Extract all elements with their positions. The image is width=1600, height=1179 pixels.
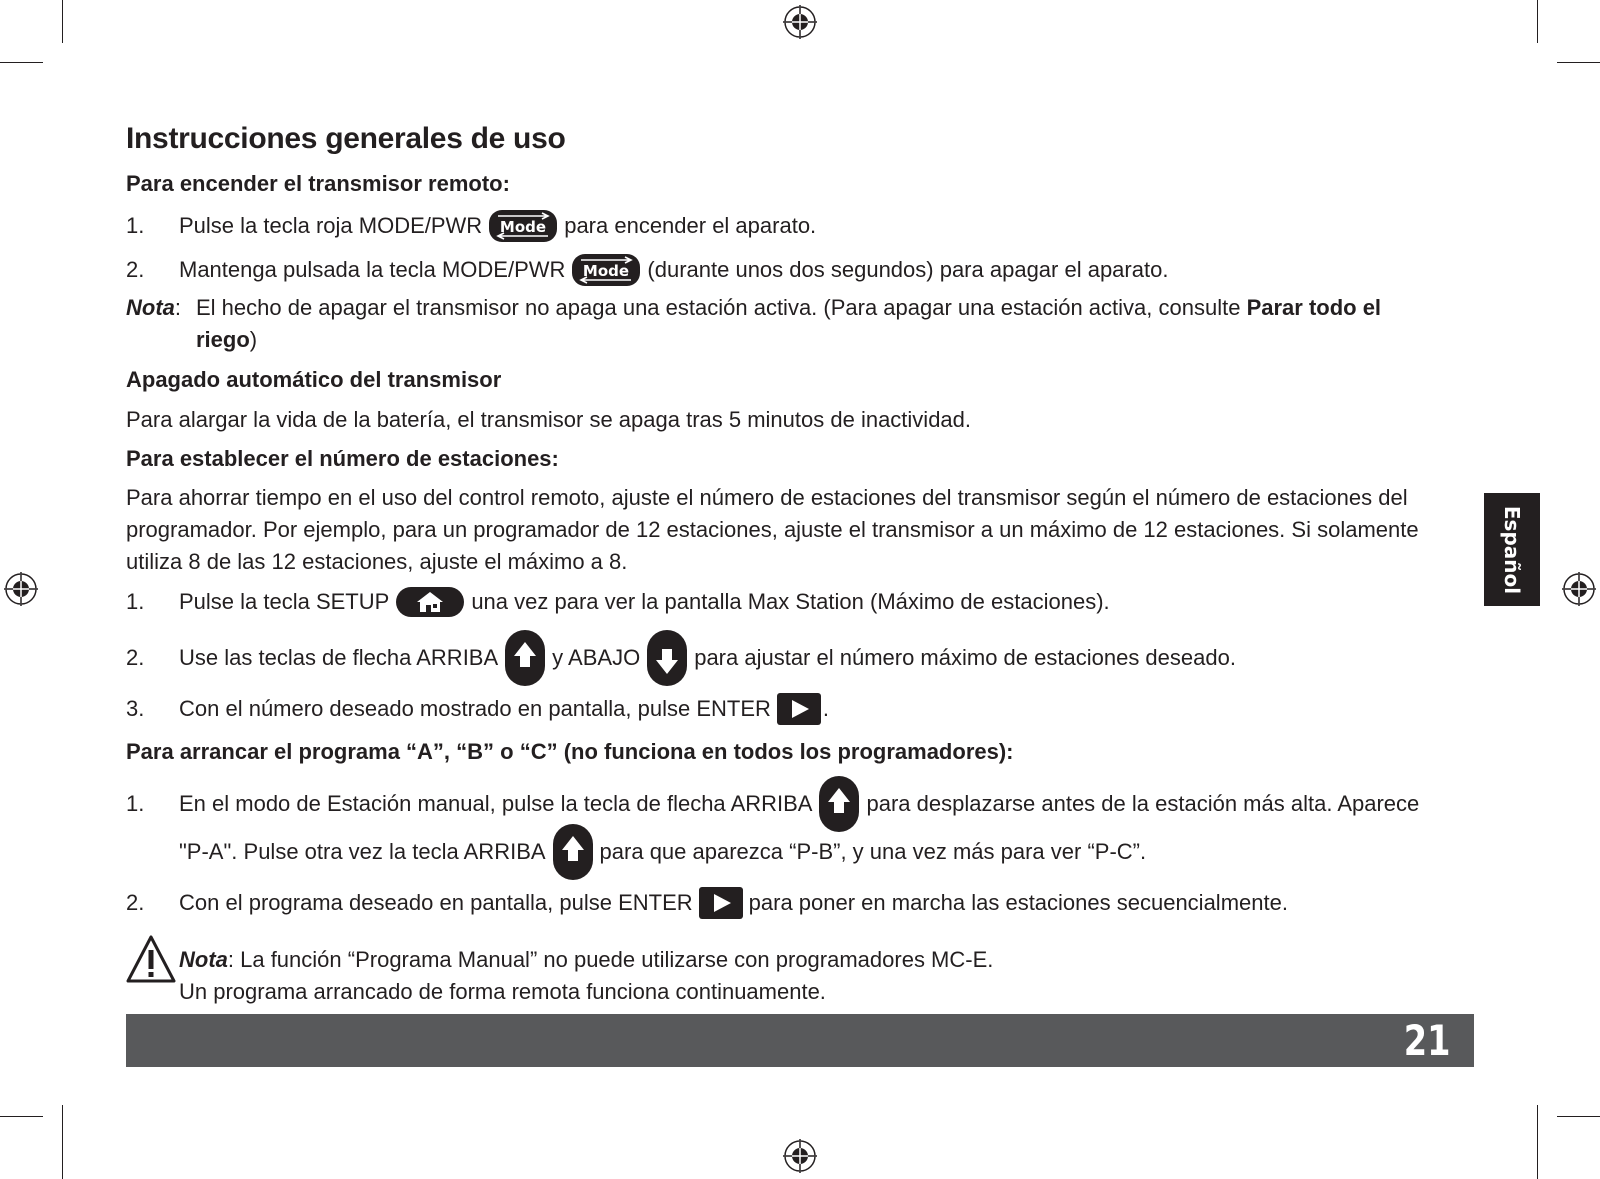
arrow-down-key-icon — [646, 629, 688, 687]
registration-mark-icon — [783, 5, 817, 39]
mode-key-label: Mode — [500, 218, 547, 236]
note-line-2: Un programa arrancado de forma remota funciona continuamente. — [179, 979, 826, 1004]
note-text: : La función “Programa Manual” no puede utilizarse con programadores MC-E. — [227, 947, 994, 972]
power-note — [126, 294, 1382, 352]
step-number: 2. — [126, 645, 145, 670]
step-text: Con el programa deseado en pantalla, pulse ENTER — [179, 890, 693, 915]
step-number: 1. — [126, 589, 145, 614]
enter-play-key-icon — [699, 887, 743, 919]
step-number: 1. — [126, 791, 145, 816]
step-text: para ajustar el número máximo de estaciones deseado. — [694, 645, 1236, 670]
setup-home-key-icon — [395, 586, 465, 618]
note-label: Nota — [126, 295, 175, 320]
step-text: para que aparezca “P-B”, y una vez más para ver “P-C”. — [599, 839, 1147, 864]
note-text — [196, 294, 1381, 322]
note-text-line2 — [196, 326, 257, 354]
stations-paragraph: Para ahorrar tiempo en el uso del control remoto, ajuste el número de estaciones del transmisor según el número de estaciones del programador. Por ejemplo, para un programador de 12 estaciones, ajuste el transmisor a un máximo de 12 estaciones. Si solamente utiliza 8 de las 12 estaciones, ajuste el máximo a 8. — [126, 485, 1419, 574]
section-heading-autooff: Apagado automático del transmisor — [126, 367, 502, 392]
registration-mark-icon — [4, 572, 38, 606]
step-text: para encender el aparato. — [564, 213, 817, 238]
note-ref: Parar todo el — [1246, 295, 1382, 320]
note-body: El hecho de apagar el transmisor no apaga una estación activa. (Para apagar una estación activa, consulte — [196, 295, 1241, 320]
section-heading-stations: Para establecer el número de estaciones: — [126, 446, 559, 471]
step-text: Con el número deseado mostrado en pantalla, pulse ENTER — [179, 696, 771, 721]
registration-mark-icon — [1562, 572, 1596, 606]
note-colon: : — [174, 295, 182, 320]
note-label: Nota — [179, 947, 228, 972]
step-text: Use las teclas de flecha ARRIBA — [179, 645, 499, 670]
crop-mark — [1557, 62, 1600, 63]
arrow-up-key-icon — [504, 629, 546, 687]
crop-mark — [1537, 0, 1538, 43]
step-text: . — [822, 696, 830, 721]
warning-triangle-icon — [126, 934, 176, 984]
step-number: 2. — [126, 890, 145, 915]
step-text: y ABAJO — [552, 645, 641, 670]
step-text: Pulse la tecla roja MODE/PWR — [179, 213, 483, 238]
page-title: Instrucciones generales de uso — [126, 122, 566, 155]
note-close: ) — [249, 327, 258, 352]
section-heading-program: Para arrancar el programa “A”, “B” o “C” (no funciona en todos los programadores): — [126, 739, 1014, 764]
arrow-up-key-icon — [552, 823, 594, 881]
mode-key-icon — [571, 253, 641, 287]
step-text: una vez para ver la pantalla Max Station (Máximo de estaciones). — [471, 589, 1110, 614]
step-text: para desplazarse antes de la estación más alta. Aparece — [866, 791, 1420, 816]
side-tab-label: Español — [1500, 505, 1524, 594]
crop-mark — [62, 1105, 63, 1179]
step-text: Mantenga pulsada la tecla MODE/PWR — [179, 257, 566, 282]
enter-play-key-icon — [777, 693, 821, 725]
crop-mark — [0, 62, 43, 63]
note-line-1 — [179, 946, 993, 974]
step-number: 2. — [126, 257, 145, 282]
crop-mark — [1557, 1116, 1600, 1117]
registration-mark-icon — [783, 1139, 817, 1173]
mode-key-label: Mode — [583, 262, 630, 280]
step-number: 3. — [126, 696, 145, 721]
page-number: 21 — [1403, 1016, 1450, 1065]
step-text: "P-A". Pulse otra vez la tecla ARRIBA — [179, 839, 546, 864]
crop-mark — [62, 0, 63, 43]
step-text: En el modo de Estación manual, pulse la tecla de flecha ARRIBA — [179, 791, 813, 816]
step-text: para poner en marcha las estaciones secuencialmente. — [748, 890, 1288, 915]
section-heading-power: Para encender el transmisor remoto: — [126, 171, 510, 196]
step-text: Pulse la tecla SETUP — [179, 589, 390, 614]
crop-mark — [0, 1116, 43, 1117]
mode-key-icon — [488, 209, 558, 243]
step-number: 1. — [126, 213, 145, 238]
footer-bar — [126, 1014, 1474, 1067]
autooff-text: Para alargar la vida de la batería, el transmisor se apaga tras 5 minutos de inactividad. — [126, 407, 972, 432]
step-text: (durante unos dos segundos) para apagar el aparato. — [647, 257, 1169, 282]
language-side-tab — [1484, 493, 1540, 606]
crop-mark — [1537, 1105, 1538, 1179]
note-ref-2: riego — [196, 327, 250, 352]
